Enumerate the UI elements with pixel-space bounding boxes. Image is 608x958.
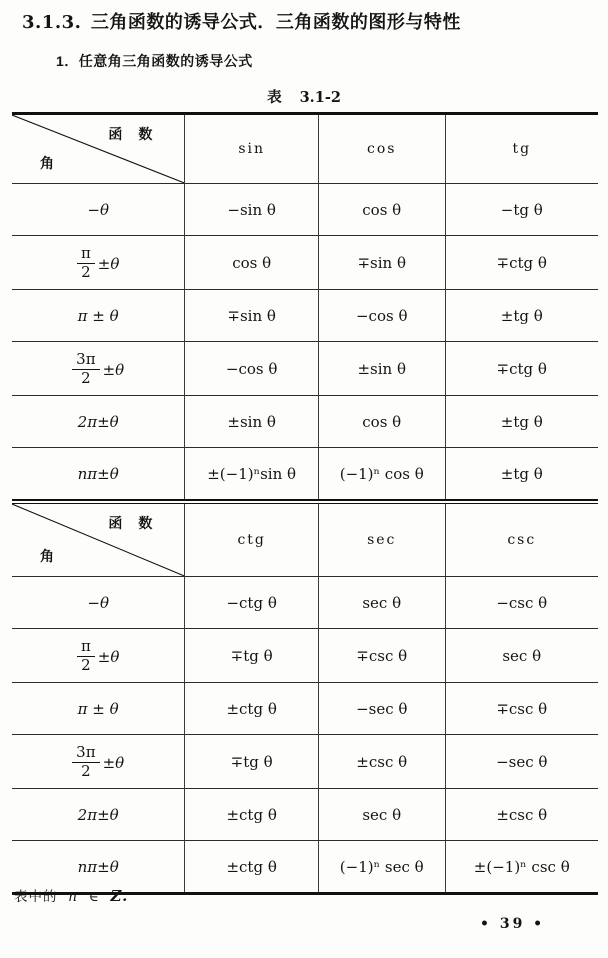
angle-cell [12, 629, 185, 683]
column-header-sin: sin [185, 114, 319, 184]
table-row [12, 184, 598, 236]
angle-cell: π ± θ [12, 290, 185, 342]
column-header-sec: sec [318, 504, 445, 577]
table-row [12, 342, 598, 396]
reduction-formula-table [12, 112, 598, 895]
table-caption [0, 86, 608, 107]
subsection-title: 1．任意角三角函数的诱导公式 [56, 53, 253, 69]
value-cell: −cos θ [185, 342, 319, 396]
value-cell: ±csc θ [445, 789, 598, 841]
fraction-numerator: 3π [72, 745, 99, 763]
value-cell: ±tg θ [445, 448, 598, 500]
value-cell: ±(−1)ⁿ csc θ [445, 841, 598, 894]
table-caption-number: 3.1-2 [299, 89, 341, 106]
corner-label-angle: 角 [40, 155, 54, 171]
table-header-row [12, 504, 598, 577]
value-cell: ±tg θ [445, 290, 598, 342]
value-cell: ∓tg θ [185, 629, 319, 683]
column-header-cos: cos [318, 114, 445, 184]
table-footnote [14, 885, 128, 905]
table-row [12, 396, 598, 448]
corner-cell [12, 114, 185, 184]
value-cell: ±ctg θ [185, 789, 319, 841]
fraction [72, 745, 99, 780]
value-cell: cos θ [318, 396, 445, 448]
value-cell: ∓sin θ [318, 236, 445, 290]
angle-cell: −θ [12, 184, 185, 236]
value-cell: (−1)ⁿ sec θ [318, 841, 445, 894]
angle-cell [12, 735, 185, 789]
angle-cell [12, 236, 185, 290]
value-cell: −sin θ [185, 184, 319, 236]
section-title: 三角函数的诱导公式．三角函数的图形与特性 [90, 12, 461, 32]
table-row [12, 236, 598, 290]
angle-suffix: ±θ [102, 753, 125, 772]
value-cell: ∓ctg θ [445, 342, 598, 396]
table-row [12, 789, 598, 841]
table-row [12, 735, 598, 789]
value-cell: ±ctg θ [185, 683, 319, 735]
value-cell: cos θ [185, 236, 319, 290]
value-cell: ±sin θ [318, 342, 445, 396]
column-header-tg: tg [445, 114, 598, 184]
corner-label-function: 函数 [108, 515, 169, 531]
angle-suffix: ±θ [97, 254, 120, 273]
value-cell: ∓csc θ [318, 629, 445, 683]
element-of-symbol: ∈ [88, 889, 100, 905]
value-cell: ∓sin θ [185, 290, 319, 342]
table-row [12, 683, 598, 735]
footnote-label: 表中的 [14, 889, 58, 904]
value-cell: −sec θ [318, 683, 445, 735]
value-cell: ∓csc θ [445, 683, 598, 735]
corner-label-function: 函数 [108, 126, 169, 142]
corner-cell [12, 504, 185, 577]
value-cell: −csc θ [445, 577, 598, 629]
fraction-denominator: 2 [81, 762, 91, 780]
angle-suffix: ±θ [102, 360, 125, 379]
column-header-csc: csc [445, 504, 598, 577]
column-header-ctg: ctg [185, 504, 319, 577]
value-cell: sec θ [445, 629, 598, 683]
table-row [12, 577, 598, 629]
value-cell: ∓tg θ [185, 735, 319, 789]
angle-cell: 2π±θ [12, 396, 185, 448]
value-cell: ±tg θ [445, 396, 598, 448]
angle-cell: −θ [12, 577, 185, 629]
table-header-row [12, 114, 598, 184]
table-section-ctg-sec-csc [12, 504, 598, 895]
section-number: 3.1.3. [22, 12, 82, 33]
fraction-numerator: π [77, 246, 95, 264]
footnote-variable: n [68, 889, 78, 905]
value-cell: −cos θ [318, 290, 445, 342]
fraction [77, 639, 95, 674]
angle-suffix: ±θ [97, 647, 120, 666]
value-cell: (−1)ⁿ cos θ [318, 448, 445, 500]
value-cell: sec θ [318, 789, 445, 841]
value-cell: −tg θ [445, 184, 598, 236]
value-cell: sec θ [318, 577, 445, 629]
table-caption-label: 表 [267, 90, 282, 106]
table-row [12, 629, 598, 683]
fraction-denominator: 2 [81, 369, 91, 387]
page-title [22, 8, 461, 34]
angle-cell: 2π±θ [12, 789, 185, 841]
value-cell: cos θ [318, 184, 445, 236]
fraction-numerator: π [77, 639, 95, 657]
fraction-denominator: 2 [81, 656, 91, 674]
table-section-sin-cos-tg [12, 112, 598, 499]
corner-label-angle: 角 [40, 548, 54, 564]
angle-cell: π ± θ [12, 683, 185, 735]
angle-cell: nπ±θ [12, 841, 185, 894]
value-cell: ∓ctg θ [445, 236, 598, 290]
table-row [12, 290, 598, 342]
value-cell: −ctg θ [185, 577, 319, 629]
value-cell: ±csc θ [318, 735, 445, 789]
value-cell: ±(−1)ⁿsin θ [185, 448, 319, 500]
fraction-numerator: 3π [72, 352, 99, 370]
angle-cell: nπ±θ [77, 464, 119, 483]
fraction-denominator: 2 [81, 263, 91, 281]
value-cell: −sec θ [445, 735, 598, 789]
table-row [12, 448, 598, 500]
fraction [72, 352, 99, 387]
angle-cell [12, 342, 185, 396]
value-cell: ±ctg θ [185, 841, 319, 894]
value-cell: ±sin θ [185, 396, 319, 448]
footnote-set-symbol: Z. [110, 887, 129, 905]
page-number: • 39 • [480, 916, 546, 932]
fraction [77, 246, 95, 281]
